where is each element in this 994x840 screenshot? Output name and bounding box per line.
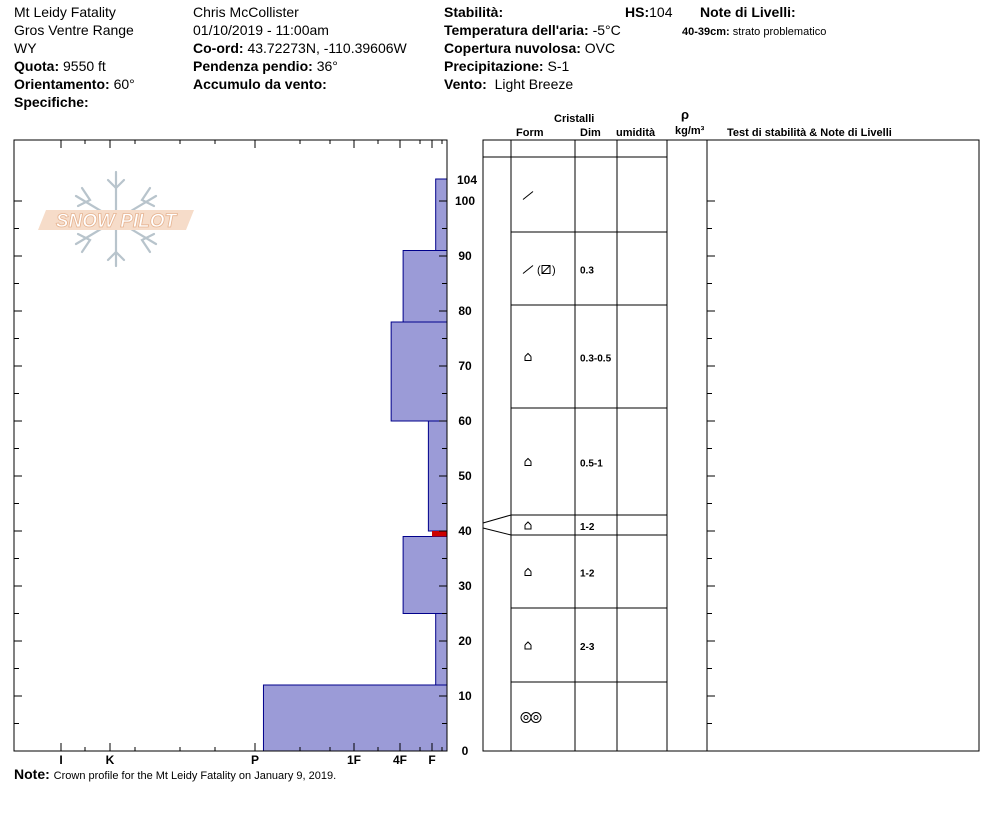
hardness-bars bbox=[263, 179, 447, 751]
y-tick-label-40: 40 bbox=[458, 524, 472, 538]
snow-height-label: HS: bbox=[625, 4, 650, 20]
form-facet-slash-1 bbox=[542, 266, 550, 274]
hardness-label-4F: 4F bbox=[392, 753, 408, 767]
air-temperature-value: -5°C bbox=[592, 22, 621, 38]
coordinates-value: 43.72273N, -110.39606W bbox=[247, 40, 407, 56]
y-tick-label-50: 50 bbox=[458, 469, 472, 483]
y-tick-label-70: 70 bbox=[458, 359, 472, 373]
form-depth-hoar-icon-6 bbox=[525, 642, 531, 649]
dim-header: Dim bbox=[580, 127, 601, 139]
form-depth-hoar-icon-5 bbox=[525, 569, 531, 576]
grain-size-3: 0.5-1 bbox=[580, 458, 603, 470]
location-name: Mt Leidy Fatality bbox=[14, 4, 116, 20]
hardness-plot-frame bbox=[14, 140, 447, 751]
y-tick-label-80: 80 bbox=[458, 304, 472, 318]
footer-note-text: Crown profile for the Mt Leidy Fatality on January 9, 2019. bbox=[53, 770, 337, 782]
cloud-cover-value: OVC bbox=[584, 40, 616, 56]
tests-header: Test di stabilità & Note di Livelli bbox=[727, 127, 892, 139]
y-tick-label-90: 90 bbox=[458, 249, 472, 263]
hardness-label-K: K bbox=[105, 753, 115, 767]
hardness-label-P: P bbox=[250, 753, 260, 767]
grain-size-4: 1-2 bbox=[580, 522, 595, 533]
grain-size-2: 0.3-0.5 bbox=[580, 353, 612, 365]
elevation-label: Quota: bbox=[14, 58, 60, 74]
grain-size-6: 2-3 bbox=[580, 642, 595, 653]
wind-value: Light Breeze bbox=[494, 76, 574, 92]
aspect-label: Orientamento: bbox=[14, 76, 110, 92]
y-tick-label-20: 20 bbox=[458, 634, 472, 648]
y-tick-label-0: 0 bbox=[461, 744, 469, 758]
crystals-header: Cristalli bbox=[554, 113, 595, 125]
snow-height-value: 104 bbox=[649, 4, 673, 20]
form-decomp-icon-1 bbox=[523, 266, 533, 274]
problem-connector-top bbox=[483, 515, 511, 523]
elevation-value: 9550 ft bbox=[63, 58, 106, 74]
layer-note-range: 40-39cm: bbox=[682, 26, 730, 38]
y-top-label: 104 bbox=[456, 173, 478, 187]
precipitation-label: Precipitazione: bbox=[444, 58, 544, 74]
chart-frame bbox=[14, 140, 979, 751]
wind-label: Vento: bbox=[444, 76, 487, 92]
air-temperature-label: Temperatura dell'aria: bbox=[444, 22, 589, 38]
form-decomp-icon-0 bbox=[523, 192, 533, 200]
form-depth-hoar-icon-2 bbox=[525, 354, 531, 361]
form-melt-icon-7 bbox=[521, 713, 531, 723]
hardness-label-F: F bbox=[428, 753, 436, 767]
problem-layer-marker bbox=[432, 531, 447, 537]
layer-note-text: strato problematico bbox=[732, 26, 827, 38]
form-paren-open-1: ( bbox=[537, 264, 541, 277]
footer-note-label: Note: bbox=[14, 766, 50, 782]
form-depth-hoar-icon-3 bbox=[525, 459, 531, 466]
form-header: Form bbox=[516, 127, 544, 139]
y-tick-label-60: 60 bbox=[458, 414, 472, 428]
form-paren-close-1: ) bbox=[552, 264, 556, 277]
slope-value: 36° bbox=[316, 58, 338, 74]
hardness-label-I: I bbox=[59, 753, 63, 767]
form-melt-inner-7 bbox=[524, 716, 528, 720]
grain-size-1: 0.3 bbox=[580, 265, 594, 277]
humidity-header: umidità bbox=[616, 127, 656, 139]
y-tick-label-100: 100 bbox=[454, 194, 476, 208]
stability-label: Stabilità: bbox=[444, 4, 504, 20]
layer-notes-label: Note di Livelli: bbox=[700, 4, 796, 20]
hardness-bar-5 bbox=[403, 537, 447, 614]
cloud-cover-label: Copertura nuvolosa: bbox=[444, 40, 581, 56]
hardness-bar-7 bbox=[263, 685, 447, 751]
form-melt-icon-b-7 bbox=[531, 713, 541, 723]
form-depth-hoar-icon-4 bbox=[525, 522, 531, 529]
state-name: WY bbox=[14, 40, 37, 56]
y-tick-label-30: 30 bbox=[458, 579, 472, 593]
coordinates-label: Co-ord: bbox=[193, 40, 244, 56]
hardness-bar-2 bbox=[391, 322, 447, 421]
hardness-bar-0 bbox=[436, 179, 447, 251]
wind-loading-label: Accumulo da vento: bbox=[193, 76, 327, 92]
density-unit: kg/m³ bbox=[675, 125, 705, 137]
hardness-label-1F: 1F bbox=[346, 753, 362, 767]
problem-connector-bottom bbox=[483, 528, 511, 535]
aspect-value: 60° bbox=[113, 76, 135, 92]
specifics-label: Specifiche: bbox=[14, 94, 89, 110]
observer-name: Chris McCollister bbox=[193, 4, 299, 20]
form-melt-inner-b-7 bbox=[534, 716, 538, 720]
precipitation-value: S-1 bbox=[547, 58, 570, 74]
observation-datetime: 01/10/2019 - 11:00am bbox=[193, 22, 329, 38]
density-symbol: ρ bbox=[681, 107, 690, 122]
logo-label: SNOW PILOT bbox=[55, 211, 177, 232]
slope-label: Pendenza pendio: bbox=[193, 58, 313, 74]
range-name: Gros Ventre Range bbox=[14, 22, 134, 38]
y-tick-label-10: 10 bbox=[458, 689, 472, 703]
hardness-bar-6 bbox=[436, 614, 447, 686]
grain-size-5: 1-2 bbox=[580, 568, 595, 580]
